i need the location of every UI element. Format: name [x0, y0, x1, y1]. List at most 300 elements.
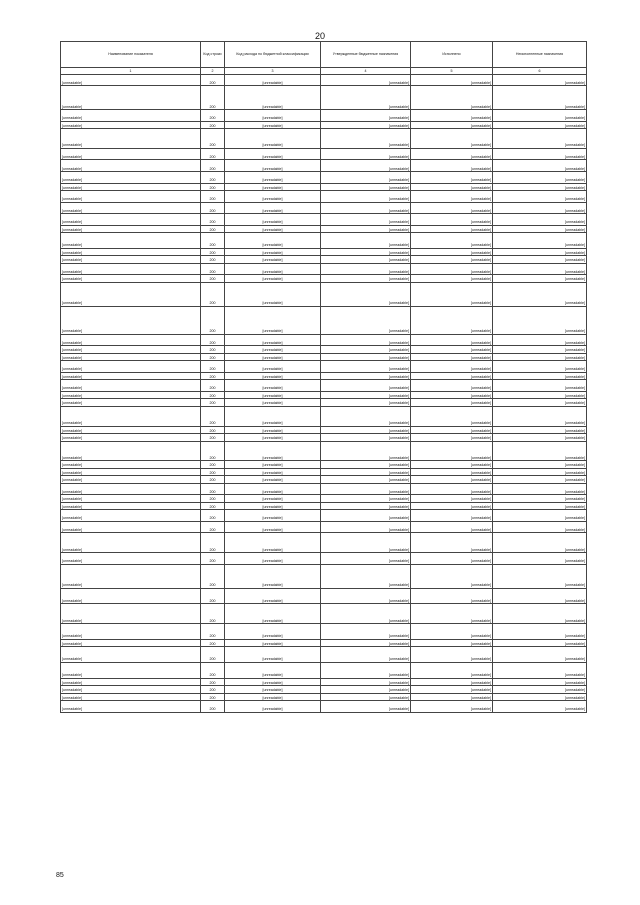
row-line-code: 200 [201, 380, 225, 392]
row-line-code: 200 [201, 693, 225, 700]
row-executed: [unreadable] [411, 434, 493, 441]
row-approved: [unreadable] [321, 510, 411, 522]
row-name: [unreadable] [61, 686, 201, 693]
table-header-row [61, 42, 587, 68]
row-approved: [unreadable] [321, 521, 411, 533]
row-executed: [unreadable] [411, 588, 493, 604]
table-row [61, 647, 587, 663]
row-line-code: 200 [201, 74, 225, 86]
row-remaining: [unreadable] [493, 334, 587, 346]
row-executed: [unreadable] [411, 233, 493, 249]
row-classification: [unreadable] [225, 495, 321, 502]
row-line-code: 200 [201, 353, 225, 360]
row-name: [unreadable] [61, 604, 201, 624]
table-row [61, 248, 587, 255]
row-executed: [unreadable] [411, 334, 493, 346]
row-approved: [unreadable] [321, 399, 411, 406]
row-classification: [unreadable] [225, 346, 321, 353]
row-approved: [unreadable] [321, 233, 411, 249]
footer-number: 85 [56, 872, 64, 879]
row-approved: [unreadable] [321, 191, 411, 203]
row-name: [unreadable] [61, 160, 201, 172]
row-line-code: 200 [201, 306, 225, 334]
row-line-code: 200 [201, 361, 225, 373]
row-classification: [unreadable] [225, 406, 321, 426]
row-approved: [unreadable] [321, 148, 411, 160]
row-remaining: [unreadable] [493, 346, 587, 353]
row-classification: [unreadable] [225, 647, 321, 663]
row-name: [unreadable] [61, 700, 201, 712]
row-executed: [unreadable] [411, 353, 493, 360]
row-classification: [unreadable] [225, 160, 321, 172]
column-number: 2 [201, 67, 225, 74]
row-executed: [unreadable] [411, 700, 493, 712]
row-executed: [unreadable] [411, 399, 493, 406]
row-classification: [unreadable] [225, 624, 321, 640]
header-line-code: Код строки [201, 42, 225, 68]
row-approved: [unreadable] [321, 553, 411, 565]
row-approved: [unreadable] [321, 441, 411, 461]
row-name: [unreadable] [61, 391, 201, 398]
row-name: [unreadable] [61, 399, 201, 406]
row-approved: [unreadable] [321, 686, 411, 693]
table-row [61, 693, 587, 700]
table-row [61, 225, 587, 232]
row-classification: [unreadable] [225, 639, 321, 646]
row-name: [unreadable] [61, 214, 201, 226]
row-approved: [unreadable] [321, 678, 411, 685]
row-approved: [unreadable] [321, 693, 411, 700]
row-executed: [unreadable] [411, 275, 493, 282]
row-approved: [unreadable] [321, 275, 411, 282]
row-approved: [unreadable] [321, 502, 411, 509]
table-row [61, 700, 587, 712]
row-approved: [unreadable] [321, 372, 411, 379]
row-name: [unreadable] [61, 588, 201, 604]
row-line-code: 200 [201, 191, 225, 203]
row-approved: [unreadable] [321, 263, 411, 275]
row-name: [unreadable] [61, 148, 201, 160]
row-classification: [unreadable] [225, 510, 321, 522]
row-remaining: [unreadable] [493, 248, 587, 255]
row-approved: [unreadable] [321, 346, 411, 353]
row-approved: [unreadable] [321, 110, 411, 122]
row-executed: [unreadable] [411, 564, 493, 588]
row-remaining: [unreadable] [493, 426, 587, 433]
row-classification: [unreadable] [225, 476, 321, 483]
table-row [61, 172, 587, 184]
table-row [61, 678, 587, 685]
row-remaining: [unreadable] [493, 693, 587, 700]
row-line-code: 200 [201, 476, 225, 483]
table-row [61, 121, 587, 128]
row-remaining: [unreadable] [493, 391, 587, 398]
row-executed: [unreadable] [411, 225, 493, 232]
row-executed: [unreadable] [411, 380, 493, 392]
row-approved: [unreadable] [321, 495, 411, 502]
row-remaining: [unreadable] [493, 306, 587, 334]
row-classification: [unreadable] [225, 604, 321, 624]
row-approved: [unreadable] [321, 564, 411, 588]
table-row [61, 639, 587, 646]
table-row [61, 604, 587, 624]
row-remaining: [unreadable] [493, 282, 587, 306]
row-executed: [unreadable] [411, 256, 493, 263]
row-name: [unreadable] [61, 256, 201, 263]
row-name: [unreadable] [61, 533, 201, 553]
row-remaining: [unreadable] [493, 476, 587, 483]
row-approved: [unreadable] [321, 334, 411, 346]
row-approved: [unreadable] [321, 214, 411, 226]
row-remaining: [unreadable] [493, 110, 587, 122]
row-line-code: 200 [201, 678, 225, 685]
row-executed: [unreadable] [411, 461, 493, 468]
row-remaining: [unreadable] [493, 483, 587, 495]
row-line-code: 200 [201, 399, 225, 406]
row-name: [unreadable] [61, 172, 201, 184]
row-executed: [unreadable] [411, 468, 493, 475]
row-approved: [unreadable] [321, 604, 411, 624]
row-approved: [unreadable] [321, 160, 411, 172]
row-line-code: 200 [201, 639, 225, 646]
row-classification: [unreadable] [225, 426, 321, 433]
row-approved: [unreadable] [321, 121, 411, 128]
row-remaining: [unreadable] [493, 202, 587, 214]
row-executed: [unreadable] [411, 604, 493, 624]
row-classification: [unreadable] [225, 553, 321, 565]
row-line-code: 200 [201, 148, 225, 160]
row-executed: [unreadable] [411, 129, 493, 149]
row-remaining: [unreadable] [493, 121, 587, 128]
row-classification: [unreadable] [225, 183, 321, 190]
row-name: [unreadable] [61, 662, 201, 678]
table-row [61, 533, 587, 553]
row-remaining: [unreadable] [493, 647, 587, 663]
table-row [61, 160, 587, 172]
row-classification: [unreadable] [225, 361, 321, 373]
row-approved: [unreadable] [321, 624, 411, 640]
row-line-code: 200 [201, 461, 225, 468]
table-row [61, 214, 587, 226]
row-executed: [unreadable] [411, 483, 493, 495]
row-name: [unreadable] [61, 225, 201, 232]
row-remaining: [unreadable] [493, 441, 587, 461]
row-classification: [unreadable] [225, 461, 321, 468]
table-row [61, 233, 587, 249]
table-row [61, 263, 587, 275]
row-executed: [unreadable] [411, 406, 493, 426]
row-name: [unreadable] [61, 564, 201, 588]
row-line-code: 200 [201, 647, 225, 663]
row-name: [unreadable] [61, 191, 201, 203]
row-line-code: 200 [201, 214, 225, 226]
row-name: [unreadable] [61, 353, 201, 360]
header-approved: Утвержденные бюджетные назначения [321, 42, 411, 68]
row-classification: [unreadable] [225, 233, 321, 249]
row-remaining: [unreadable] [493, 233, 587, 249]
row-classification: [unreadable] [225, 662, 321, 678]
row-name: [unreadable] [61, 121, 201, 128]
row-remaining: [unreadable] [493, 129, 587, 149]
budget-execution-table [60, 41, 587, 713]
row-classification: [unreadable] [225, 700, 321, 712]
row-remaining: [unreadable] [493, 399, 587, 406]
row-executed: [unreadable] [411, 391, 493, 398]
row-classification: [unreadable] [225, 172, 321, 184]
row-approved: [unreadable] [321, 306, 411, 334]
row-classification: [unreadable] [225, 441, 321, 461]
row-remaining: [unreadable] [493, 434, 587, 441]
row-executed: [unreadable] [411, 346, 493, 353]
row-classification: [unreadable] [225, 334, 321, 346]
row-name: [unreadable] [61, 502, 201, 509]
row-line-code: 200 [201, 275, 225, 282]
row-remaining: [unreadable] [493, 461, 587, 468]
row-classification: [unreadable] [225, 434, 321, 441]
column-number: 1 [61, 67, 201, 74]
row-approved: [unreadable] [321, 533, 411, 553]
row-remaining: [unreadable] [493, 604, 587, 624]
row-remaining: [unreadable] [493, 172, 587, 184]
row-name: [unreadable] [61, 461, 201, 468]
row-remaining: [unreadable] [493, 564, 587, 588]
row-approved: [unreadable] [321, 468, 411, 475]
row-line-code: 200 [201, 662, 225, 678]
table-row [61, 502, 587, 509]
row-line-code: 200 [201, 391, 225, 398]
row-line-code: 200 [201, 434, 225, 441]
table-body [61, 74, 587, 712]
row-classification: [unreadable] [225, 148, 321, 160]
row-approved: [unreadable] [321, 476, 411, 483]
header-classification: Код расхода по бюджетной классификации [225, 42, 321, 68]
row-remaining: [unreadable] [493, 468, 587, 475]
table-row [61, 686, 587, 693]
row-remaining: [unreadable] [493, 256, 587, 263]
table-row [61, 361, 587, 373]
row-remaining: [unreadable] [493, 361, 587, 373]
row-approved: [unreadable] [321, 353, 411, 360]
row-classification: [unreadable] [225, 380, 321, 392]
row-name: [unreadable] [61, 510, 201, 522]
row-executed: [unreadable] [411, 693, 493, 700]
row-executed: [unreadable] [411, 372, 493, 379]
row-classification: [unreadable] [225, 353, 321, 360]
table-row [61, 202, 587, 214]
table-row [61, 380, 587, 392]
row-approved: [unreadable] [321, 434, 411, 441]
row-line-code: 200 [201, 121, 225, 128]
row-approved: [unreadable] [321, 361, 411, 373]
row-approved: [unreadable] [321, 483, 411, 495]
row-classification: [unreadable] [225, 214, 321, 226]
row-line-code: 200 [201, 441, 225, 461]
page-number: 20 [314, 31, 325, 41]
row-approved: [unreadable] [321, 225, 411, 232]
header-executed: Исполнено [411, 42, 493, 68]
row-approved: [unreadable] [321, 282, 411, 306]
row-classification: [unreadable] [225, 399, 321, 406]
row-line-code: 200 [201, 202, 225, 214]
row-executed: [unreadable] [411, 172, 493, 184]
row-executed: [unreadable] [411, 361, 493, 373]
row-approved: [unreadable] [321, 172, 411, 184]
row-name: [unreadable] [61, 263, 201, 275]
row-name: [unreadable] [61, 86, 201, 110]
row-line-code: 200 [201, 483, 225, 495]
row-executed: [unreadable] [411, 263, 493, 275]
table-row [61, 372, 587, 379]
row-name: [unreadable] [61, 678, 201, 685]
table-row [61, 129, 587, 149]
row-remaining: [unreadable] [493, 533, 587, 553]
row-remaining: [unreadable] [493, 588, 587, 604]
row-line-code: 200 [201, 248, 225, 255]
column-number: 3 [225, 67, 321, 74]
row-classification: [unreadable] [225, 256, 321, 263]
column-number: 4 [321, 67, 411, 74]
row-remaining: [unreadable] [493, 74, 587, 86]
row-line-code: 200 [201, 334, 225, 346]
row-approved: [unreadable] [321, 74, 411, 86]
row-executed: [unreadable] [411, 148, 493, 160]
row-approved: [unreadable] [321, 639, 411, 646]
row-executed: [unreadable] [411, 441, 493, 461]
table-row [61, 476, 587, 483]
row-executed: [unreadable] [411, 553, 493, 565]
row-remaining: [unreadable] [493, 406, 587, 426]
row-approved: [unreadable] [321, 86, 411, 110]
table-row [61, 256, 587, 263]
row-classification: [unreadable] [225, 468, 321, 475]
row-executed: [unreadable] [411, 502, 493, 509]
row-classification: [unreadable] [225, 502, 321, 509]
row-classification: [unreadable] [225, 86, 321, 110]
table-row [61, 399, 587, 406]
row-name: [unreadable] [61, 129, 201, 149]
row-classification: [unreadable] [225, 191, 321, 203]
row-remaining: [unreadable] [493, 521, 587, 533]
row-name: [unreadable] [61, 495, 201, 502]
row-executed: [unreadable] [411, 521, 493, 533]
table-row [61, 275, 587, 282]
row-classification: [unreadable] [225, 391, 321, 398]
row-classification: [unreadable] [225, 306, 321, 334]
row-line-code: 200 [201, 495, 225, 502]
row-name: [unreadable] [61, 624, 201, 640]
row-classification: [unreadable] [225, 533, 321, 553]
row-remaining: [unreadable] [493, 214, 587, 226]
row-approved: [unreadable] [321, 380, 411, 392]
row-line-code: 200 [201, 468, 225, 475]
table-row [61, 306, 587, 334]
row-approved: [unreadable] [321, 256, 411, 263]
row-remaining: [unreadable] [493, 160, 587, 172]
row-line-code: 200 [201, 588, 225, 604]
row-line-code: 200 [201, 160, 225, 172]
row-line-code: 200 [201, 233, 225, 249]
row-classification: [unreadable] [225, 263, 321, 275]
table-row [61, 588, 587, 604]
row-line-code: 200 [201, 686, 225, 693]
row-name: [unreadable] [61, 248, 201, 255]
table-row [61, 662, 587, 678]
row-line-code: 200 [201, 172, 225, 184]
row-remaining: [unreadable] [493, 225, 587, 232]
row-approved: [unreadable] [321, 588, 411, 604]
row-classification: [unreadable] [225, 483, 321, 495]
row-remaining: [unreadable] [493, 191, 587, 203]
row-remaining: [unreadable] [493, 686, 587, 693]
table-row [61, 282, 587, 306]
row-executed: [unreadable] [411, 510, 493, 522]
table-row [61, 553, 587, 565]
row-line-code: 200 [201, 129, 225, 149]
table-row [61, 434, 587, 441]
row-line-code: 200 [201, 406, 225, 426]
table-row [61, 624, 587, 640]
row-line-code: 200 [201, 533, 225, 553]
row-classification: [unreadable] [225, 275, 321, 282]
row-name: [unreadable] [61, 553, 201, 565]
row-classification: [unreadable] [225, 693, 321, 700]
row-name: [unreadable] [61, 380, 201, 392]
row-executed: [unreadable] [411, 624, 493, 640]
row-line-code: 200 [201, 282, 225, 306]
row-line-code: 200 [201, 256, 225, 263]
row-classification: [unreadable] [225, 282, 321, 306]
row-classification: [unreadable] [225, 564, 321, 588]
row-name: [unreadable] [61, 282, 201, 306]
row-name: [unreadable] [61, 406, 201, 426]
table-row [61, 148, 587, 160]
row-name: [unreadable] [61, 74, 201, 86]
header-name: Наименование показателя [61, 42, 201, 68]
row-line-code: 200 [201, 263, 225, 275]
row-executed: [unreadable] [411, 306, 493, 334]
row-executed: [unreadable] [411, 426, 493, 433]
row-classification: [unreadable] [225, 225, 321, 232]
row-name: [unreadable] [61, 441, 201, 461]
table-row [61, 86, 587, 110]
row-remaining: [unreadable] [493, 700, 587, 712]
column-number: 6 [493, 67, 587, 74]
row-line-code: 200 [201, 510, 225, 522]
column-number: 5 [411, 67, 493, 74]
table-row [61, 391, 587, 398]
row-classification: [unreadable] [225, 521, 321, 533]
row-line-code: 200 [201, 426, 225, 433]
row-name: [unreadable] [61, 346, 201, 353]
row-remaining: [unreadable] [493, 502, 587, 509]
row-approved: [unreadable] [321, 183, 411, 190]
row-remaining: [unreadable] [493, 510, 587, 522]
row-line-code: 200 [201, 700, 225, 712]
row-line-code: 200 [201, 624, 225, 640]
row-executed: [unreadable] [411, 476, 493, 483]
row-executed: [unreadable] [411, 248, 493, 255]
row-classification: [unreadable] [225, 74, 321, 86]
row-name: [unreadable] [61, 334, 201, 346]
row-classification: [unreadable] [225, 110, 321, 122]
row-name: [unreadable] [61, 202, 201, 214]
row-line-code: 200 [201, 86, 225, 110]
row-name: [unreadable] [61, 183, 201, 190]
row-name: [unreadable] [61, 275, 201, 282]
row-approved: [unreadable] [321, 426, 411, 433]
row-name: [unreadable] [61, 361, 201, 373]
row-classification: [unreadable] [225, 678, 321, 685]
